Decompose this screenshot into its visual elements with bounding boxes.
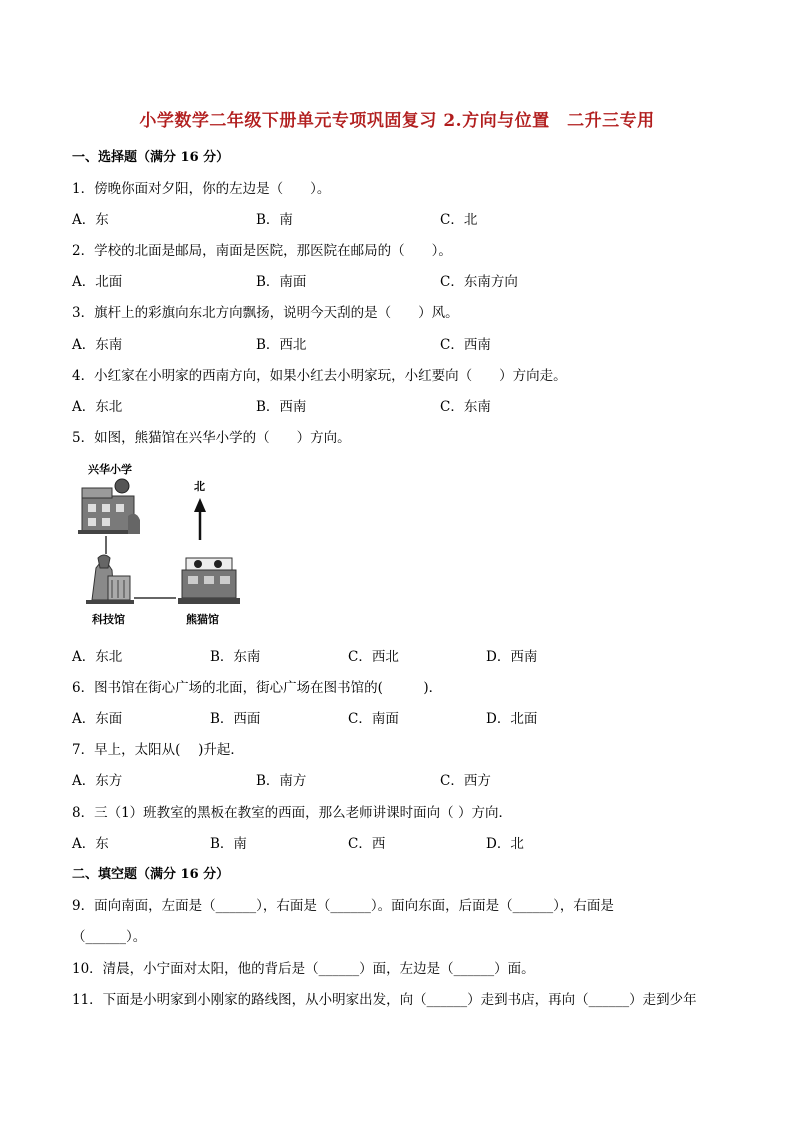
- q6-option-b: B．西面: [210, 711, 261, 727]
- q3-option-a: A．东南: [72, 337, 123, 353]
- north-arrow-icon: [194, 498, 206, 540]
- q6-option-a: A．东面: [72, 711, 123, 727]
- q3-option-c: C．西南: [440, 337, 491, 353]
- q4-option-b: B．西南: [256, 399, 307, 415]
- label-north: 北: [194, 480, 205, 493]
- q1-option-b: B．南: [256, 212, 293, 228]
- question-5: 5．如图，熊猫馆在兴华小学的（ ）方向。: [72, 430, 351, 446]
- q6-option-c: C．南面: [348, 711, 399, 727]
- question-11: 11．下面是小明家到小刚家的路线图，从小明家出发，向（______）走到书店，再向（______）走到少年: [72, 992, 697, 1008]
- q4-option-a: A．东北: [72, 399, 123, 415]
- label-panda-house: 熊猫馆: [186, 613, 219, 626]
- panda-house-icon: [178, 558, 240, 604]
- q2-option-b: B．南面: [256, 274, 307, 290]
- question-1: 1．傍晚你面对夕阳，你的左边是（ ）。: [72, 181, 331, 197]
- q8-option-b: B．南: [210, 836, 247, 852]
- school-building-icon: [78, 479, 140, 534]
- question-3: 3．旗杆上的彩旗向东北方向飘扬，说明今天刮的是（ ）风。: [72, 305, 459, 321]
- q2-option-c: C．东南方向: [440, 274, 518, 290]
- q8-option-d: D．北: [486, 836, 524, 852]
- q4-option-c: C．东南: [440, 399, 491, 415]
- question-9: 9．面向南面，左面是（______），右面是（______）。面向东面，后面是（______），右面是: [72, 898, 614, 914]
- label-school: 兴华小学: [88, 463, 132, 476]
- q5-option-a: A．东北: [72, 649, 123, 665]
- section-fill-heading: 二、填空题（满分 16 分）: [72, 867, 230, 882]
- q5-option-b: B．东南: [210, 649, 261, 665]
- question-2: 2．学校的北面是邮局，南面是医院，那医院在邮局的（ ）。: [72, 243, 452, 259]
- q1-option-c: C．北: [440, 212, 478, 228]
- q8-option-a: A．东: [72, 836, 109, 852]
- q7-option-c: C．西方: [440, 773, 491, 789]
- q7-option-a: A．东方: [72, 773, 123, 789]
- q8-option-c: C．西: [348, 836, 386, 852]
- question-9-continued: （______）。: [72, 929, 147, 945]
- question-10: 10．清晨，小宁面对太阳，他的背后是（______）面，左边是（______）面。: [72, 961, 535, 977]
- q2-option-a: A．北面: [72, 274, 123, 290]
- direction-map-figure: [78, 458, 258, 633]
- label-science-museum: 科技馆: [92, 613, 125, 626]
- q6-option-d: D．北面: [486, 711, 538, 727]
- q7-option-b: B．南方: [256, 773, 307, 789]
- page-title: 小学数学二年级下册单元专项巩固复习 2.方向与位置 二升三专用: [139, 111, 655, 131]
- science-museum-icon: [86, 555, 134, 604]
- section-choice-heading: 一、选择题（满分 16 分）: [72, 150, 230, 165]
- q1-option-a: A．东: [72, 212, 109, 228]
- question-7: 7．早上，太阳从( )升起．: [72, 742, 244, 758]
- map-illustration: [78, 458, 258, 633]
- question-4: 4．小红家在小明家的西南方向，如果小红去小明家玩，小红要向（ ）方向走。: [72, 368, 567, 384]
- q3-option-b: B．西北: [256, 337, 307, 353]
- q5-option-c: C．西北: [348, 649, 399, 665]
- q5-option-d: D．西南: [486, 649, 538, 665]
- question-8: 8．三（1）班教室的黑板在教室的西面，那么老师讲课时面向（ ）方向．: [72, 805, 512, 821]
- question-6: 6．图书馆在街心广场的北面，街心广场在图书馆的( )．: [72, 680, 443, 696]
